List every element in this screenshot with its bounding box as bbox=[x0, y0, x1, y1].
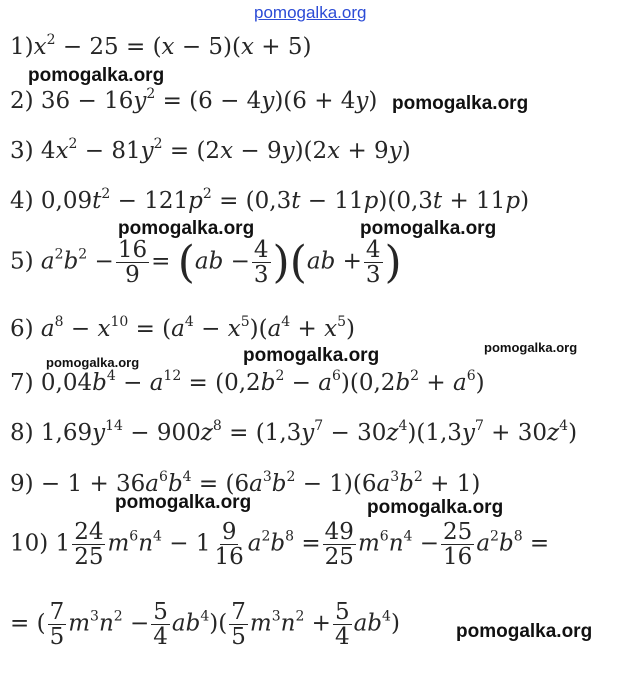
fraction-5-4: $\frac{5}{4}$ bbox=[334, 599, 350, 651]
watermark: pomogalka.org bbox=[28, 65, 165, 86]
item-number: 10) bbox=[10, 530, 49, 557]
fraction-25-16: $\frac{25}{16}$ bbox=[443, 519, 473, 571]
fraction-49-25: $\frac{49}{25}$ bbox=[324, 519, 354, 571]
fraction-16-9: $\frac{16}{9}$ bbox=[117, 237, 148, 289]
equation-2: 2) $36 - 16y^2 = (6 - 4y)(6 + 4y)$ bbox=[10, 86, 378, 114]
item-number: 7) bbox=[10, 370, 34, 396]
item-number: 9) bbox=[10, 471, 34, 497]
fraction-9-16: $\frac{9}{16}$ bbox=[214, 519, 244, 571]
watermark: pomogalka.org bbox=[243, 345, 380, 366]
watermark: pomogalka.org bbox=[392, 93, 529, 114]
equation-8: 8) $1,69y^{14} - 900z^8 = (1,3y^7 - 30z^4)(1,3y^7 + 30z^4)$ bbox=[10, 418, 578, 446]
equation-6: 6) $a^8 - x^{10} = (a^4 - x^5)(a^4 + x^5)$ bbox=[10, 314, 355, 342]
watermark-link[interactable]: pomogalka.org bbox=[254, 3, 367, 22]
equation-1: $1)x^2 - 25 = (x - 5)(x + 5)$ bbox=[10, 32, 312, 60]
item-number: 3) bbox=[10, 138, 34, 164]
item-number: 2) bbox=[10, 88, 34, 114]
watermark: pomogalka.org bbox=[484, 340, 578, 355]
watermark: pomogalka.org bbox=[456, 621, 593, 642]
watermark: pomogalka.org bbox=[118, 218, 255, 239]
equation-5: 5) $a^2b^2$ − $\frac{16}{9}$ = (ab − $\frac{4}{3}$ )(ab + $\frac{4}{3}$ ) bbox=[10, 236, 402, 289]
equation-10: 10) 1 $\frac{24}{25}$ $m^6n^4 - 1$ $\frac{9}{16}$ $a^2b^8$ = $\frac{49}{25}$ $m^6n^4$ − $\frac{25}{16}$ $a^2b^8$ = bbox=[10, 519, 550, 571]
item-number: 1) bbox=[10, 34, 34, 60]
watermark: pomogalka.org bbox=[360, 218, 497, 239]
watermark: pomogalka.org bbox=[46, 355, 140, 370]
fraction-7-5: $\frac{7}{5}$ bbox=[231, 599, 246, 651]
equation-10-continued: = ( $\frac{7}{5}$ $m^3n^2$ − $\frac{5}{4}$ $ab^4$)( $\frac{7}{5}$ $m^3n^2$ + $\frac{5}{4}$ $ab^4$) bbox=[10, 599, 400, 651]
fraction-4-3: $\frac{4}{3}$ bbox=[365, 237, 381, 289]
equation-4: 4) $0,09t^2 - 121p^2 = (0,3t - 11p)(0,3t + 11p)$ bbox=[10, 186, 530, 214]
equation-3: 3) $4x^2 - 81y^2 = (2x - 9y)(2x + 9y)$ bbox=[10, 136, 411, 164]
fraction-5-4: $\frac{5}{4}$ bbox=[153, 599, 168, 651]
watermark: pomogalka.org bbox=[115, 492, 252, 513]
item-number: 4) bbox=[10, 188, 34, 214]
item-number: 8) bbox=[10, 420, 34, 446]
item-number: 6) bbox=[10, 316, 34, 342]
equation-7: 7) $0,04b^4 - a^{12} = (0,2b^2 - a^6)(0,2b^2 + a^6)$ bbox=[10, 368, 485, 396]
equation-9: $9) - 1 + 36a^6b^4 = (6a^3b^2 - 1)(6a^3b^2 + 1)$ bbox=[10, 469, 481, 497]
fraction-24-25: $\frac{24}{25}$ bbox=[74, 519, 104, 571]
fraction-4-3: $\frac{4}{3}$ bbox=[253, 237, 269, 289]
fraction-7-5: $\frac{7}{5}$ bbox=[49, 599, 65, 651]
watermark: pomogalka.org bbox=[367, 497, 504, 518]
item-number: 5) bbox=[10, 248, 34, 275]
